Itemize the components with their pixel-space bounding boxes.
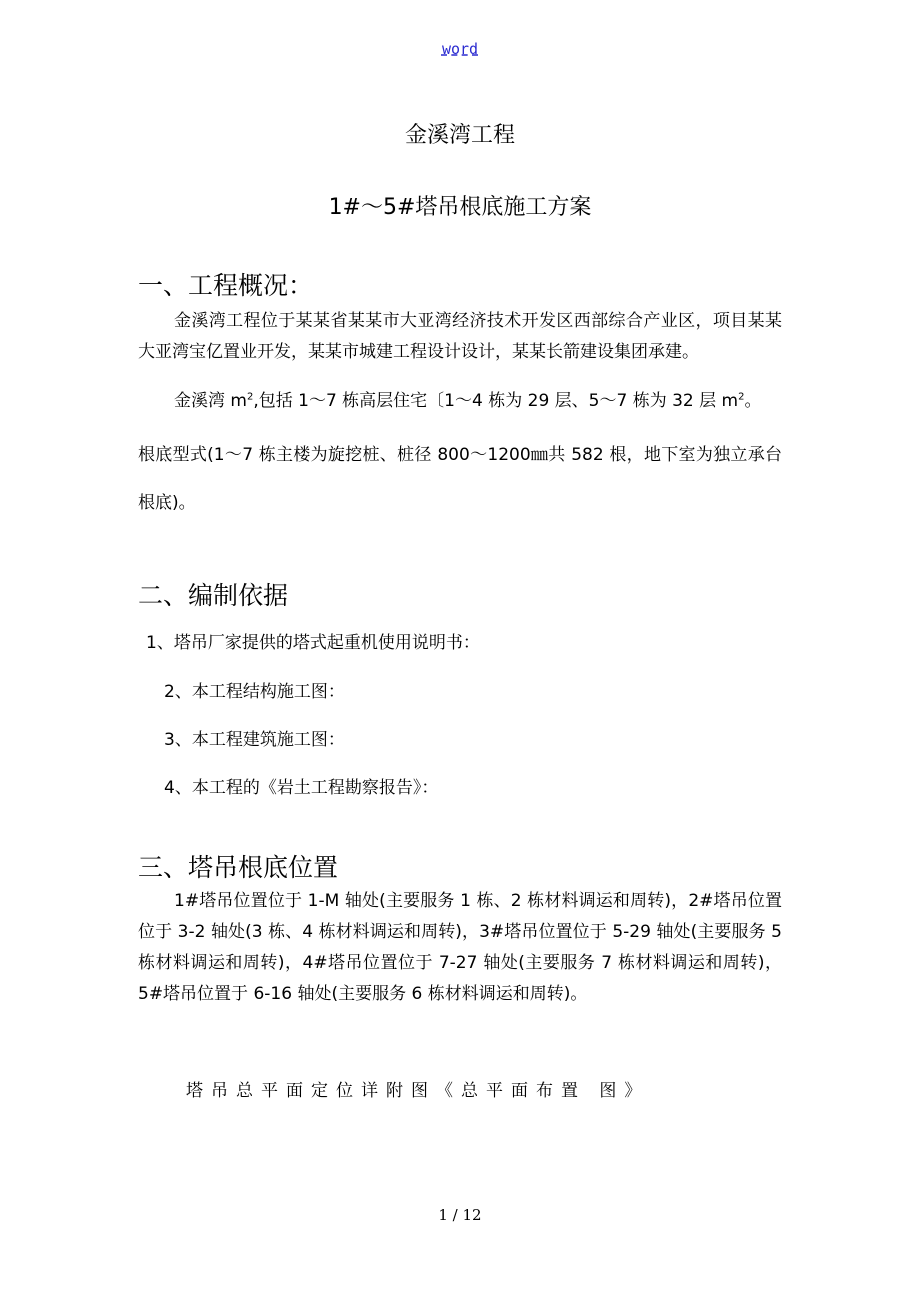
section1-heading: 一、工程概况： <box>138 271 314 300</box>
area-superscript-2: 2 <box>738 391 745 403</box>
header-word-link[interactable]: word <box>441 40 479 58</box>
section3-para <box>138 886 782 1010</box>
section1-para1-text: 金溪湾工程位于某某省某某市大亚湾经济技术开发区西部综合产业区，项目某某大亚湾宝亿置业开发，某某市城建工程设计设计，某某长箭建设集团承建。 <box>138 311 782 362</box>
page-number: 1 / 12 <box>438 1206 482 1224</box>
title-project-name: 金溪湾工程 <box>404 123 515 148</box>
basis-item-4: 4、本工程的《岩土工程勘察报告》： <box>164 778 439 798</box>
section1-para3: 根底型式(1～7 栋主楼为旋挖桩、桩径 800～1200㎜共 582 根，地下室为独立承台根底)。 <box>138 445 782 513</box>
basis-item-2: 2、本工程结构施工图： <box>164 682 345 702</box>
section1-para1 <box>138 306 782 368</box>
section3-heading: 三、塔吊根底位置 <box>138 853 339 882</box>
title-plan-name: 1#～5#塔吊根底施工方案 <box>328 195 592 220</box>
section1-para2-part2: ,包括 1～7 栋高层住宅〔1～4 栋为 29 层、5～7 栋为 32 层 m <box>253 391 739 411</box>
section1-para2 <box>138 386 782 411</box>
section1-para2-part3: 。 <box>744 391 762 411</box>
basis-item-1: 1、塔吊厂家提供的塔式起重机使用说明书： <box>146 633 480 653</box>
section2-heading: 二、编制依据 <box>138 581 289 610</box>
section3-para-text: 1#塔吊位置位于 1-M 轴处(主要服务 1 栋、2 栋材料调运和周转)，2#塔吊位置位于 3-2 轴处(3 栋、4 栋材料调运和周转)，3#塔吊位置位于 5-29 轴处(主要服务 5 栋材料调运和周转)，4#塔吊位置位于 7-27 轴处(主要服务 7 栋材料调运和周转)，5#塔吊位置于 6-16 轴处(主要服务 6 栋材料调运和周转)。 <box>138 891 782 1004</box>
area-superscript-1: 2 <box>246 391 254 403</box>
section1-para2-part1: 金溪湾 m <box>174 391 247 411</box>
layout-drawing-caption: 塔吊总平面定位详附图《总平面布置 图》 <box>186 1081 650 1101</box>
basis-item-3: 3、本工程建筑施工图： <box>164 730 345 750</box>
